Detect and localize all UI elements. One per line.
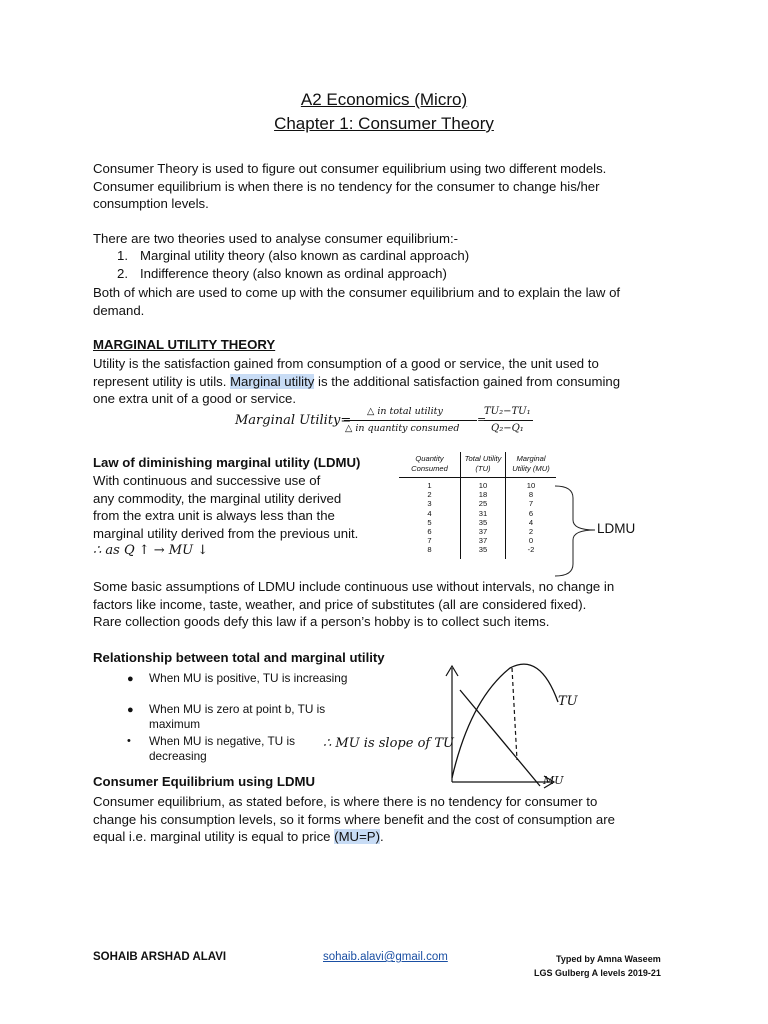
ldmu-bracket-icon [553,484,603,580]
formula-numerator: △ in total utility [367,406,443,417]
text-run: is the additional satisfaction gained from consuming [318,373,621,389]
list-item: Marginal utility theory (also known as cardinal approach) [140,248,470,263]
highlighted-term: (MU=P) [334,829,380,845]
paragraph-line: factors like income, taste, weather, and price of substitutes (all are considered fixed). [93,596,587,612]
bullet-text: When MU is positive, TU is increasing [149,671,348,685]
formula-denominator: △ in quantity consumed [345,423,460,434]
column-header: Quantity Consumed [399,452,461,478]
bullet-text: When MU is zero at point b, TU is maximum [149,702,326,731]
paragraph-line [93,828,683,846]
intro-line: consumption levels. [93,196,209,212]
assumptions-paragraph [93,578,683,631]
equilibrium-paragraph [93,793,683,846]
paragraph-line: one extra unit of a good or service. [93,391,297,407]
paragraph-line: Some basic assumptions of LDMU include continuous use without intervals, no change in [93,579,615,594]
intro-line: Consumer Theory is used to figure out consumer equilibrium using two different models. [93,161,607,176]
chapter-title: Chapter 1: Consumer Theory [274,114,494,133]
tu-curve-label: TU [558,694,578,709]
tu-mu-graph [440,660,590,790]
ldmu-paragraph [93,472,393,542]
utility-table [399,452,556,559]
mut-heading: MARGINAL UTILITY THEORY [93,337,276,352]
paragraph-line: Consumer equilibrium, as stated before, is where there is no tendency for consumer to [93,794,598,809]
paragraph-line: marginal utility derived from the previous unit. [93,525,359,541]
bullet-icon: ● [127,673,134,685]
table-cell: 10 8 7 6 4 2 0 -2 [506,478,557,559]
bullet-text: When MU is negative, TU is decreasing [149,734,295,763]
paragraph-line: from the extra unit is always less than the [93,508,335,524]
mu-line [460,690,540,786]
paragraph-line: demand. [93,302,145,318]
list-number: 2. [117,266,128,281]
footer-typed-by: Typed by Amna Waseem [556,954,661,964]
text-run: equal i.e. marginal utility is equal to price [93,829,331,845]
intro-paragraph [93,160,683,213]
relationship-heading: Relationship between total and marginal utility [93,650,385,665]
paragraph-line: Utility is the satisfaction gained from consumption of a good or service, the unit used to [93,356,599,371]
footer-author: SOHAIB ARSHAD ALAVI [93,951,227,963]
equilibrium-heading: Consumer Equilibrium using LDMU [93,774,315,789]
theories-lead: There are two theories used to analyse consumer equilibrium:- [93,231,459,246]
text-run: represent utility is utils. [93,373,227,389]
theories-after [93,284,683,319]
mu-line-label: MU [543,774,564,787]
fraction-bar [484,420,533,421]
table-header-row [399,452,556,478]
table-cell: 1 2 3 4 5 6 7 8 [399,478,461,559]
intro-line: Consumer equilibrium is when there is no tendency for the consumer to change his/her [93,178,600,194]
highlighted-term: Marginal utility [230,373,315,389]
mut-paragraph [93,355,683,408]
paragraph-line: change his consumption levels, so it forms where benefit and the cost of consumption are [93,811,615,827]
formula-label: Marginal Utility= [235,413,352,428]
column-header: Total Utility (TU) [461,452,506,478]
paragraph-line: With continuous and successive use of [93,473,321,488]
ldmu-bracket-label: LDMU [597,521,636,536]
ldmu-heading: Law of diminishing marginal utility (LDMU) [93,455,361,470]
max-point-dashed-line [512,668,517,760]
paragraph-line: any commodity, the marginal utility derived [93,490,342,506]
document-title: A2 Economics (Micro) [300,90,468,109]
tu-curve [452,664,558,778]
list-number: 1. [117,248,128,263]
column-header: Marginal Utility (MU) [506,452,557,478]
table-cell: 10 18 25 31 35 37 37 35 [461,478,506,559]
footer-email-link[interactable]: sohaib.alavi@gmail.com [323,951,448,963]
footer-school: LGS Gulberg A levels 2019-21 [534,968,661,978]
list-item: Indifference theory (also known as ordinal approach) [140,266,447,281]
formula-numerator: TU₂−TU₁ [484,406,531,417]
paragraph-line [93,373,683,391]
bullet-icon: • [127,735,131,747]
formula-equals: = [477,413,487,426]
handwritten-note: ∴ MU is slope of TU [323,736,454,751]
bullet-icon: ● [127,704,134,716]
formula-denominator: Q₂−Q₁ [491,423,524,434]
ldmu-conclusion: ∴ as Q ↑ → MU ↓ [93,543,209,558]
paragraph-line: Rare collection goods defy this law if a person’s hobby is to collect such items. [93,614,550,630]
table-row [399,478,556,559]
paragraph-line: Both of which are used to come up with the consumer equilibrium and to explain the law of [93,285,621,300]
fraction-bar [344,420,477,421]
text-run: . [379,829,384,845]
